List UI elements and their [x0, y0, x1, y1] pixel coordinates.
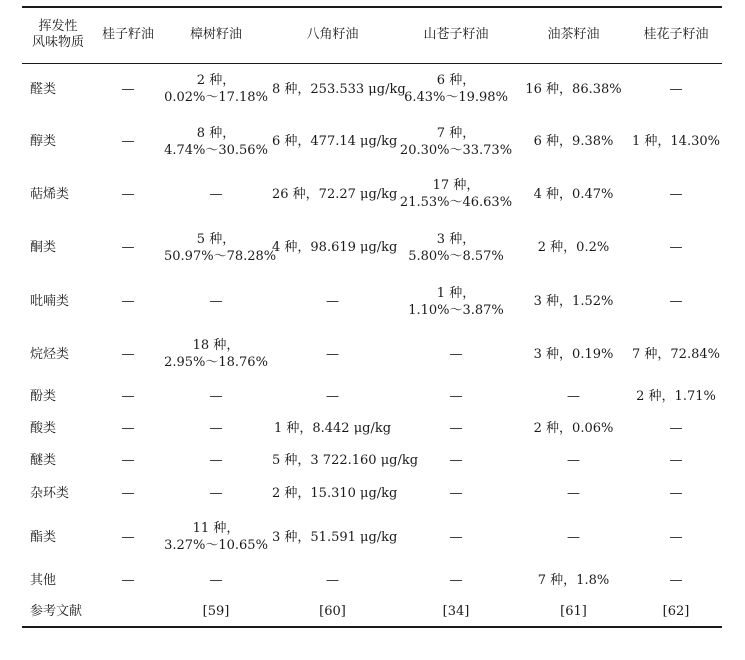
- row-header: 萜烯类: [30, 186, 70, 202]
- header-camellia-oil: 油茶籽油: [547, 27, 600, 43]
- row-header: 醛类: [30, 81, 57, 97]
- table-row: [22, 444, 722, 476]
- table-row: [22, 380, 722, 412]
- table-cell: —: [209, 452, 223, 468]
- table-cell: 3 种，1.52%: [533, 294, 614, 309]
- table-cell: —: [669, 420, 683, 436]
- table-cell: 1 种，8.442 μg/kg: [273, 420, 392, 436]
- table-row: [22, 63, 722, 115]
- table-cell: [61]: [560, 604, 587, 619]
- table-cell: 2 种，0.06%: [533, 420, 614, 436]
- table-cell: [59]: [202, 604, 230, 619]
- table-cell: —: [121, 186, 135, 202]
- header-litsea-oil: 山苍子籽油: [423, 27, 489, 43]
- table-cell: [94, 597, 162, 627]
- row-header: 醚类: [30, 452, 57, 468]
- table-cell: 17 种， 21.53%～46.63%: [399, 178, 513, 210]
- row-header: 酮类: [30, 240, 57, 255]
- header-star-anise-oil: 八角籽油: [306, 27, 359, 43]
- table-cell: [62]: [662, 604, 690, 619]
- table-cell: —: [121, 134, 135, 149]
- table-cell: —: [121, 346, 135, 362]
- table-cell: —: [449, 452, 463, 468]
- table-cell: —: [449, 529, 463, 545]
- table-cell: 26 种，72.27 μg/kg: [272, 186, 398, 202]
- table-cell: 1 种，14.30%: [632, 134, 720, 149]
- table-cell: 7 种，1.8%: [537, 573, 610, 588]
- header-guizi-oil: 桂子籽油: [101, 27, 154, 43]
- header-osmanthus-oil: 桂花子籽油: [643, 27, 709, 43]
- table-body: [22, 63, 722, 627]
- table-cell: 4 种，0.47%: [533, 186, 614, 202]
- table-cell: —: [669, 240, 683, 255]
- table-cell: 1 种， 1.10%～3.87%: [408, 285, 504, 318]
- table-cell: —: [567, 388, 580, 404]
- row-header: 烷烃类: [30, 346, 70, 362]
- table-cell: —: [669, 452, 683, 468]
- table-cell: 5 种，3 722.160 μg/kg: [272, 452, 419, 468]
- table-cell: —: [121, 388, 135, 404]
- table-row: [22, 510, 722, 564]
- table-cell: —: [209, 294, 223, 309]
- table-cell: —: [209, 573, 223, 588]
- table-cell: [60]: [319, 604, 346, 619]
- table-cell: [34]: [442, 604, 470, 619]
- table-cell: 6 种，9.38%: [533, 134, 614, 149]
- row-header: 其他: [30, 573, 57, 588]
- table-cell: —: [209, 388, 223, 404]
- table-cell: —: [449, 485, 463, 501]
- table-cell: —: [669, 573, 683, 588]
- table-row: [22, 115, 722, 168]
- table-cell: 16 种，86.38%: [525, 81, 622, 97]
- table-cell: 6 种， 6.43%～19.98%: [404, 73, 508, 106]
- table-cell: 8 种， 4.74%～30.56%: [164, 125, 268, 158]
- data-table: [22, 6, 722, 628]
- table-cell: —: [326, 294, 339, 309]
- table-cell: —: [209, 485, 223, 501]
- table-cell: —: [209, 420, 223, 436]
- table-cell: —: [326, 346, 339, 362]
- table-cell: —: [449, 420, 463, 436]
- header-camphor-oil: 樟树籽油: [189, 27, 242, 43]
- table-cell: 3 种， 5.80%～8.57%: [408, 231, 504, 264]
- header-compound-class: 挥发性 风味物质: [31, 19, 84, 51]
- table-cell: —: [567, 452, 580, 468]
- table-row: [22, 412, 722, 444]
- table-cell: —: [669, 81, 683, 97]
- table-cell: —: [669, 186, 683, 202]
- row-header: 酚类: [30, 388, 57, 404]
- table-header: [22, 7, 722, 63]
- table-cell: 2 种，15.310 μg/kg: [272, 485, 398, 501]
- table-row: [22, 328, 722, 380]
- table-cell: —: [209, 186, 223, 202]
- table-cell: 2 种，1.71%: [636, 388, 716, 404]
- table-cell: —: [449, 346, 463, 362]
- table-cell: —: [121, 420, 135, 436]
- table-cell: —: [449, 573, 463, 588]
- table-cell: —: [121, 240, 135, 255]
- row-header: 参考文献: [30, 604, 83, 619]
- table-cell: 3 种，0.19%: [533, 346, 614, 362]
- table-row: [22, 220, 722, 275]
- table-cell: —: [121, 529, 135, 545]
- table-cell: —: [669, 294, 683, 309]
- row-header: 吡喃类: [30, 294, 70, 309]
- table-cell: —: [326, 388, 339, 404]
- table-cell: 6 种，477.14 μg/kg: [272, 134, 398, 149]
- table-cell: 2 种，0.2%: [537, 240, 610, 255]
- table-cell: —: [567, 485, 580, 501]
- table-row: [22, 168, 722, 220]
- table-cell: 3 种，51.591 μg/kg: [272, 529, 398, 545]
- table-cell: —: [669, 529, 683, 545]
- row-header: 酯类: [30, 529, 57, 545]
- table-cell: —: [326, 573, 339, 588]
- table-row: [22, 564, 722, 597]
- table-cell: —: [121, 452, 135, 468]
- row-header: 杂环类: [30, 485, 70, 501]
- table-cell: —: [121, 294, 135, 309]
- table-row: [22, 597, 722, 627]
- table-cell: 8 种，253.533 μg/kg: [272, 81, 406, 97]
- table-cell: —: [669, 485, 683, 501]
- table-cell: —: [449, 388, 463, 404]
- table-row: [22, 476, 722, 510]
- table-cell: 5 种， 50.97%～78.28%: [164, 231, 277, 264]
- table-cell: 7 种， 20.30%～33.73%: [399, 125, 513, 158]
- table-cell: 7 种，72.84%: [632, 346, 720, 362]
- table-cell: 11 种， 3.27%～10.65%: [164, 521, 268, 553]
- table-cell: —: [121, 81, 135, 97]
- table-cell: —: [121, 485, 135, 501]
- table-cell: 18 种， 2.95%～18.76%: [164, 338, 268, 370]
- table-cell: —: [121, 573, 135, 588]
- table-cell: —: [567, 529, 580, 545]
- table-cell: 2 种， 0.02%～17.18%: [164, 73, 268, 106]
- row-header: 酸类: [30, 420, 57, 436]
- table-row: [22, 275, 722, 328]
- row-header: 醇类: [30, 134, 57, 149]
- table-cell: 4 种，98.619 μg/kg: [272, 240, 398, 255]
